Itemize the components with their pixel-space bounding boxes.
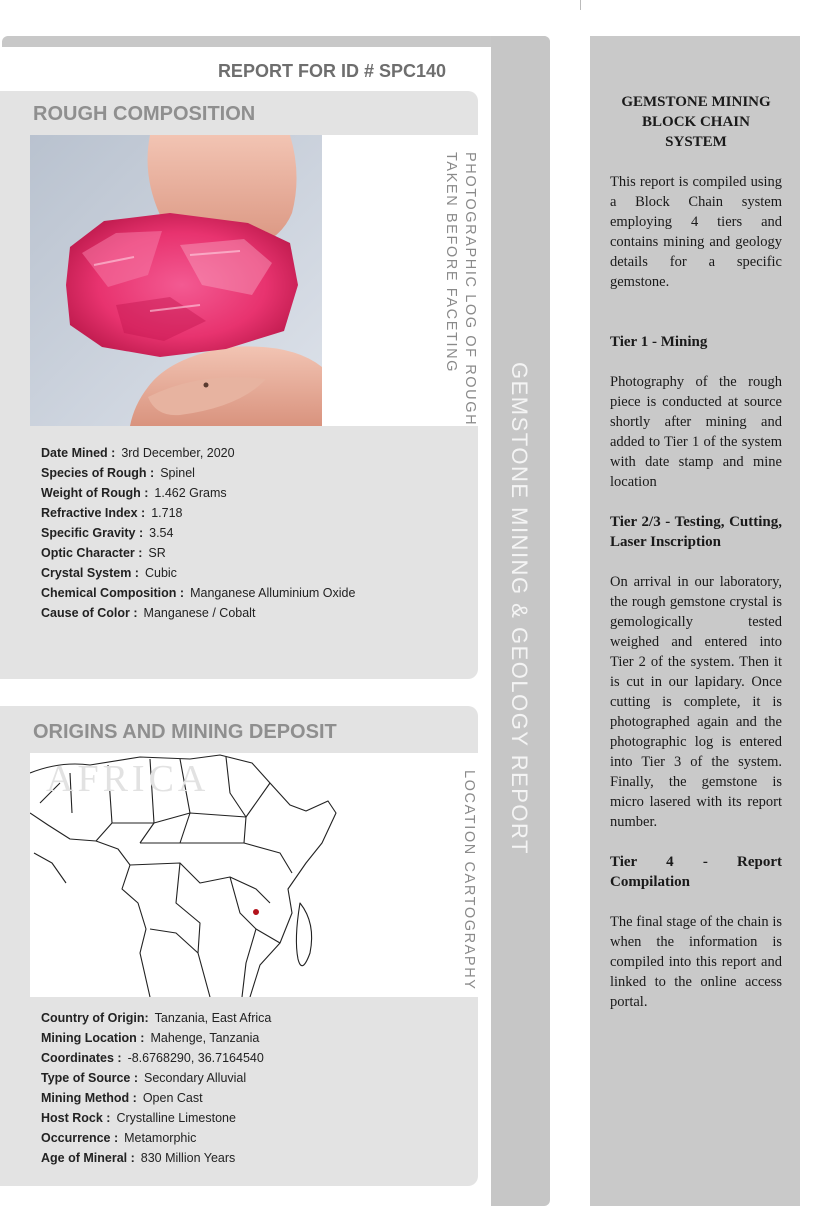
detail-label: Species of Rough : [41, 466, 155, 480]
detail-value: Metamorphic [124, 1131, 197, 1145]
blockchain-intro: This report is compiled using a Block Chain system employing 4 tiers and contains mining and geology details for a specific gemstone. [610, 174, 782, 290]
detail-value: Crystalline Limestone [116, 1111, 236, 1125]
detail-row-coordinates [41, 1048, 271, 1068]
detail-row-refractive-index [41, 503, 355, 523]
detail-label: Age of Mineral : [41, 1151, 135, 1165]
rough-caption-line1: PHOTOGRAPHIC LOG OF ROUGH [462, 152, 478, 427]
detail-label: Optic Character : [41, 546, 143, 560]
detail-label: Mining Location : [41, 1031, 145, 1045]
top-divider [580, 0, 581, 10]
mine-location-marker [253, 909, 259, 915]
tier23-text: On arrival in our laboratory, the rough gemstone crystal is gemologically tested weighed and entered into Tier 2 of the system. Then it is cut in our lapidary. Once cutting is complete, it is photographed again and the photographic log is entered into Tier 3 of the system. Finally, the gemstone is micro lasered with its report number. [610, 574, 782, 830]
map-caption: LOCATION CARTOGRAPHY [461, 770, 477, 991]
detail-label: Date Mined : [41, 446, 116, 460]
detail-label: Country of Origin: [41, 1011, 149, 1025]
detail-value: Secondary Alluvial [144, 1071, 247, 1085]
detail-value: Open Cast [142, 1091, 203, 1105]
detail-row-mining-method [41, 1088, 271, 1108]
detail-label: Refractive Index : [41, 506, 146, 520]
report-id-heading: REPORT FOR ID # SPC140 [217, 61, 446, 81]
detail-row-crystal-system [41, 563, 355, 583]
detail-label: Specific Gravity : [41, 526, 144, 540]
map-region-label: AFRICA [46, 758, 210, 800]
detail-row-source-type [41, 1068, 271, 1088]
tier4-text: The final stage of the chain is when the information is compiled into this report and linked to the online access portal. [610, 914, 782, 1010]
detail-value: 1.462 Grams [154, 486, 227, 500]
detail-value: -8.6768290, 36.7164540 [127, 1051, 264, 1065]
rough-photo-caption [441, 152, 479, 426]
top-bar [2, 36, 550, 47]
detail-value: 3.54 [149, 526, 174, 540]
detail-value: SR [148, 546, 166, 560]
detail-row-specific-gravity [41, 523, 355, 543]
tier4-heading: Tier 4 - Report Compilation [610, 854, 782, 890]
tier23-heading: Tier 2/3 - Testing, Cutting, Laser Inscription [610, 514, 782, 550]
detail-value: Mahenge, Tanzania [150, 1031, 260, 1045]
detail-row-mineral-age [41, 1148, 271, 1168]
detail-label: Cause of Color : [41, 606, 138, 620]
detail-value: 3rd December, 2020 [121, 446, 235, 460]
detail-label: Host Rock : [41, 1111, 111, 1125]
detail-row-species [41, 463, 355, 483]
detail-value: Manganese Alluminium Oxide [190, 586, 356, 600]
detail-value: Spinel [160, 466, 195, 480]
detail-value: Tanzania, East Africa [154, 1011, 272, 1025]
tier1-text: Photography of the rough piece is conducted at source shortly after mining and added to Tier 1 of the system with date stamp and mine location [610, 374, 782, 490]
detail-value: 830 Million Years [140, 1151, 236, 1165]
detail-value: Manganese / Cobalt [143, 606, 256, 620]
tier1-heading: Tier 1 - Mining [610, 334, 708, 350]
rough-caption-line2: TAKEN BEFORE FACETING [443, 152, 459, 374]
map-area [30, 753, 478, 997]
detail-label: Chemical Composition : [41, 586, 185, 600]
detail-row-mining-location [41, 1028, 271, 1048]
blockchain-title: GEMSTONE MINING BLOCK CHAIN SYSTEM [621, 94, 771, 150]
vertical-report-title: GEMSTONE MINING & GEOLOGY REPORT [507, 362, 532, 855]
detail-value: Cubic [144, 566, 177, 580]
detail-value: 1.718 [151, 506, 183, 520]
detail-row-occurrence [41, 1128, 271, 1148]
rough-gemstone-photo [30, 135, 322, 426]
origin-details-list [41, 1008, 271, 1168]
blockchain-info-content [610, 92, 782, 1012]
detail-label: Occurrence : [41, 1131, 119, 1145]
detail-row-chemical-composition [41, 583, 355, 603]
origins-title: ORIGINS AND MINING DEPOSIT [33, 721, 337, 743]
africa-map [30, 753, 364, 997]
detail-label: Weight of Rough : [41, 486, 149, 500]
detail-label: Type of Source : [41, 1071, 139, 1085]
detail-row-date-mined [41, 443, 355, 463]
detail-row-cause-of-color [41, 603, 355, 623]
rough-details-list [41, 443, 355, 623]
detail-row-country [41, 1008, 271, 1028]
detail-row-weight [41, 483, 355, 503]
detail-label: Coordinates : [41, 1051, 122, 1065]
detail-row-host-rock [41, 1108, 271, 1128]
blockchain-info-column [590, 36, 800, 1206]
rough-composition-title: ROUGH COMPOSITION [33, 103, 256, 125]
detail-label: Crystal System : [41, 566, 139, 580]
detail-row-optic-character [41, 543, 355, 563]
rough-photo-area [30, 135, 478, 426]
detail-label: Mining Method : [41, 1091, 137, 1105]
